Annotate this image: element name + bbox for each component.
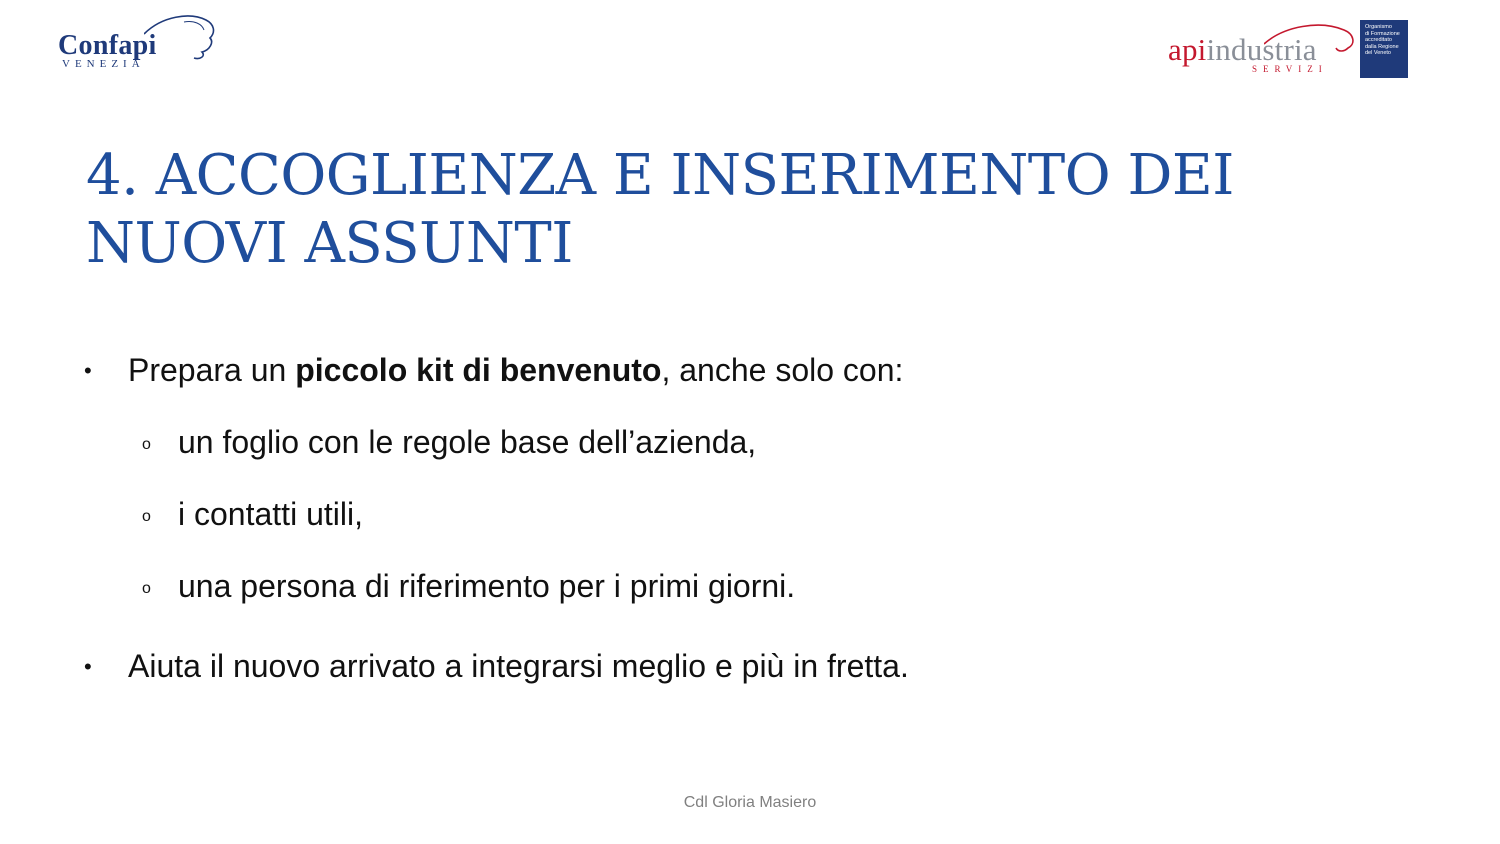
apindustria-logo-name: apiindustria [1168,32,1317,67]
badge-text: Organismo di Formazione accreditato dalla Regione del Veneto [1365,24,1400,56]
bullet-text-suffix: , anche solo con: [661,352,904,388]
sub-item [142,568,796,605]
sub-item-text: una persona di riferimento per i primi giorni. [178,568,796,604]
bullet-text: Prepara un [128,352,296,388]
bullet-item [84,648,909,685]
confapi-logo-name: Confapi [58,30,157,61]
confapi-logo [56,10,216,74]
circle-bullet-icon: o [142,508,151,525]
sub-item [142,496,363,533]
slide-title: 4. ACCOGLIENZA E INSERIMENTO DEI NUOVI ASSUNTI [86,143,1234,276]
regione-veneto-badge [1360,20,1408,78]
circle-bullet-icon: o [142,580,151,597]
apindustria-logo-sub: SERVIZI [1252,64,1328,74]
bullet-item [84,352,904,389]
apindustria-logo [1168,18,1410,80]
bullet-bold-text: piccolo kit di benvenuto [295,352,662,388]
bullet-dot-icon: • [84,358,92,383]
footer-author: Cdl Gloria Masiero [683,794,817,811]
confapi-logo-sub: VENEZIA [62,58,145,70]
sub-item-text: i contatti utili, [178,496,363,532]
bullet-dot-icon: • [84,654,92,679]
circle-bullet-icon: o [142,436,151,453]
bullet-text: Aiuta il nuovo arrivato a integrarsi meglio e più in fretta. [128,648,909,684]
sub-item-text: un foglio con le regole base dell’azienda, [178,424,757,460]
sub-item [142,424,757,461]
